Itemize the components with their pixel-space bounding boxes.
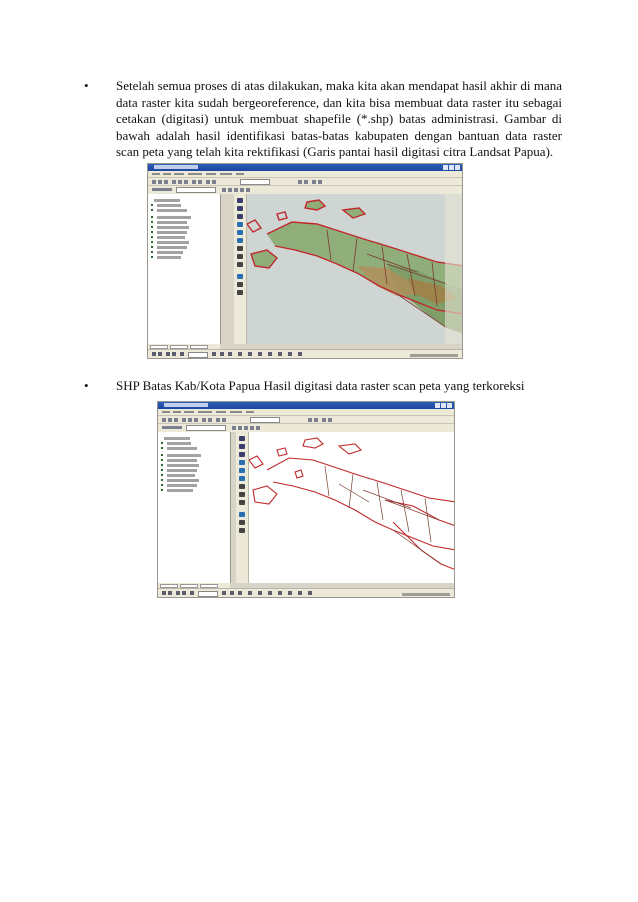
tools-toolbar [234, 194, 247, 344]
tools-toolbar [236, 432, 249, 583]
window-titlebar [158, 402, 454, 409]
paragraph-text: SHP Batas Kab/Kota Papua Hasil digitasi data raster scan peta yang terkoreksi [116, 378, 525, 393]
bullet-marker: • [84, 378, 89, 393]
map-display-raster [247, 194, 462, 344]
status-bar [402, 593, 450, 596]
map-shp-boundaries [249, 432, 454, 583]
paragraph-text: Setelah semua proses di atas dilakukan, maka kita akan mendapat hasil akhir di mana data raster kita sudah bergeoreference, dan kita bisa membuat data raster itu sebagai cetakan (digitasi) untuk membuat shapefile (*.shp) batas administrasi. Gambar di bawah adalah hasil identifikasi batas-batas kabupaten dengan bantuan data raster scan peta yang telah kita rektifikasi (Garis pantai hasil digitasi citra Landsat Papua). [116, 78, 562, 160]
map-raster-with-boundaries [247, 194, 462, 344]
georeferencing-toolbar [148, 185, 462, 194]
window-titlebar [148, 164, 462, 171]
bullet-paragraph-1 [84, 78, 562, 174]
bullet-marker: • [84, 78, 89, 93]
status-bar [410, 354, 458, 357]
table-of-contents [148, 194, 221, 344]
table-of-contents [158, 432, 231, 583]
figure-arcmap-shp-screenshot [157, 401, 455, 598]
figure-arcmap-raster-screenshot [147, 163, 463, 359]
georeferencing-toolbar [158, 423, 454, 432]
map-display-shp [249, 432, 454, 583]
